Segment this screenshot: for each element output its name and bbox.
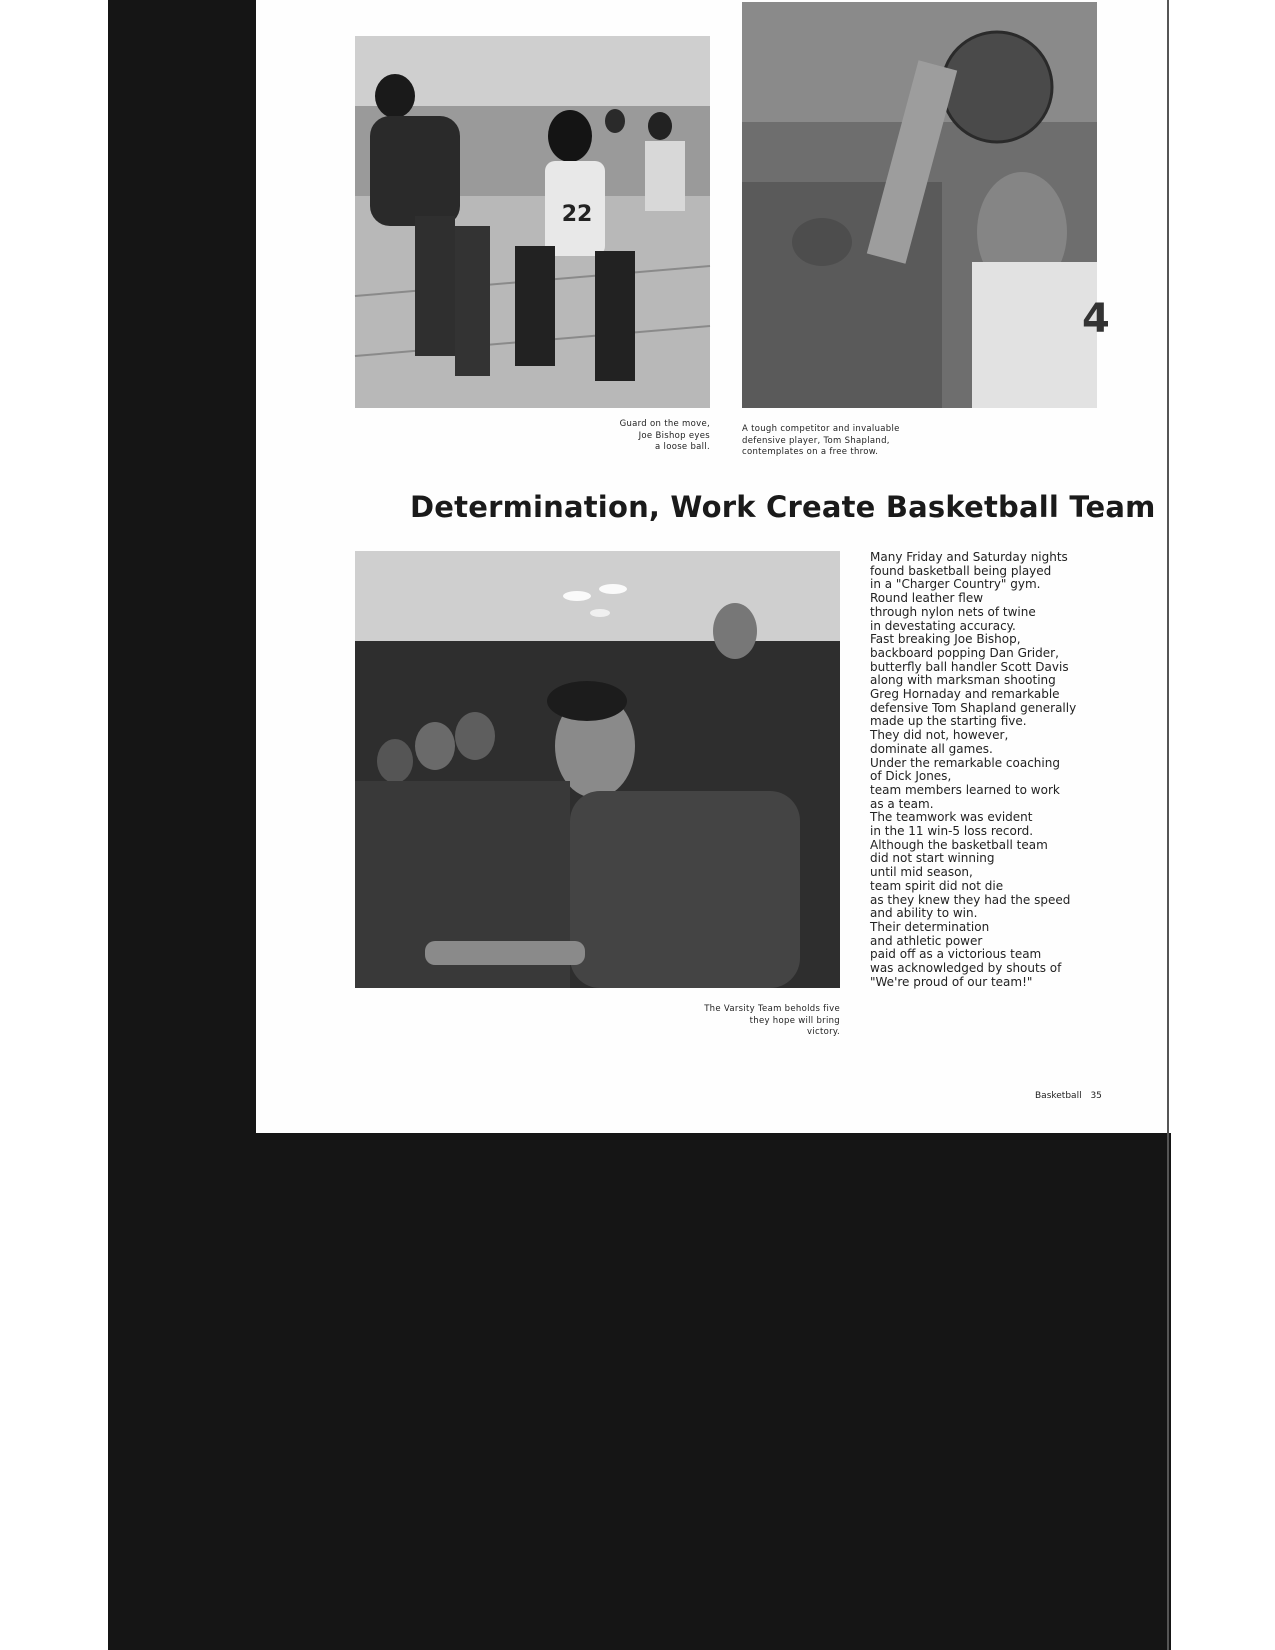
body-line: The teamwork was evident <box>870 810 1033 825</box>
body-line: made up the starting five. <box>870 714 1027 729</box>
body-line: along with marksman shooting <box>870 673 1056 688</box>
body-line: "We're proud of our team!" <box>870 974 1033 989</box>
body-line: of Dick Jones, <box>870 769 952 784</box>
body-line: was acknowledged by shouts of <box>870 961 1062 976</box>
body-line: butterfly ball handler Scott Davis <box>870 659 1069 674</box>
body-line: dominate all games. <box>870 741 993 756</box>
caption-varsity <box>640 1004 840 1039</box>
body-line: through nylon nets of twine <box>870 604 1036 619</box>
body-line: Their determination <box>870 919 990 934</box>
scan-edge-right <box>1167 0 1169 1650</box>
body-line: until mid season, <box>870 865 973 880</box>
page-footer <box>1035 1091 1108 1101</box>
body-line: as a team. <box>870 796 934 811</box>
page-headline: Determination, Work Create Basketball Team <box>410 490 1156 524</box>
caption-guard <box>560 419 710 454</box>
caption-line: defensive player, Tom Shapland, <box>742 435 890 446</box>
body-line: team spirit did not die <box>870 878 1004 893</box>
body-line: did not start winning <box>870 851 995 866</box>
body-line: Many Friday and Saturday nights <box>870 550 1068 564</box>
scan-border-bottom <box>108 1133 1171 1650</box>
caption-line: contemplates on a free throw. <box>742 447 879 457</box>
body-line: team members learned to work <box>870 782 1060 797</box>
body-line: found basketball being played <box>870 563 1052 578</box>
body-line: defensive Tom Shapland generally <box>870 700 1077 715</box>
body-line: Greg Hornaday and remarkable <box>870 687 1060 702</box>
body-line: as they knew they had the speed <box>870 892 1071 907</box>
body-line: in a "Charger Country" gym. <box>870 577 1041 592</box>
jersey-number: 22 <box>561 202 593 227</box>
caption-line: victory. <box>806 1027 840 1037</box>
body-line: Under the remarkable coaching <box>870 755 1060 770</box>
caption-line: Joe Bishop eyes <box>638 430 710 441</box>
caption-line: A tough competitor and invaluable <box>742 424 900 434</box>
caption-line: Guard on the move, <box>619 419 710 429</box>
photo-free-throw <box>742 2 1110 408</box>
body-line: in devestating accuracy. <box>870 618 1016 633</box>
photo-varsity-bench <box>355 551 840 988</box>
caption-line: The Varsity Team beholds five <box>704 1004 840 1014</box>
body-line: backboard popping Dan Grider, <box>870 645 1059 660</box>
footer-section: Basketball <box>1035 1091 1082 1101</box>
body-line: paid off as a victorious team <box>870 947 1042 962</box>
body-line: Fast breaking Joe Bishop, <box>870 632 1021 647</box>
caption-free-throw <box>742 424 942 459</box>
page-number: 35 <box>1090 1091 1102 1101</box>
body-line: and ability to win. <box>870 906 978 921</box>
caption-line: they hope will bring <box>749 1015 840 1026</box>
body-line: Although the basketball team <box>870 837 1048 852</box>
article-body <box>870 551 1080 990</box>
svg-text:4: 4 <box>1082 296 1110 342</box>
body-line: They did not, however, <box>870 728 1009 743</box>
caption-line: a loose ball. <box>655 442 710 452</box>
body-line: in the 11 win-5 loss record. <box>870 824 1034 839</box>
body-line: and athletic power <box>870 933 983 948</box>
photo-guard-on-the-move <box>355 36 710 408</box>
body-line: Round leather flew <box>870 591 984 606</box>
